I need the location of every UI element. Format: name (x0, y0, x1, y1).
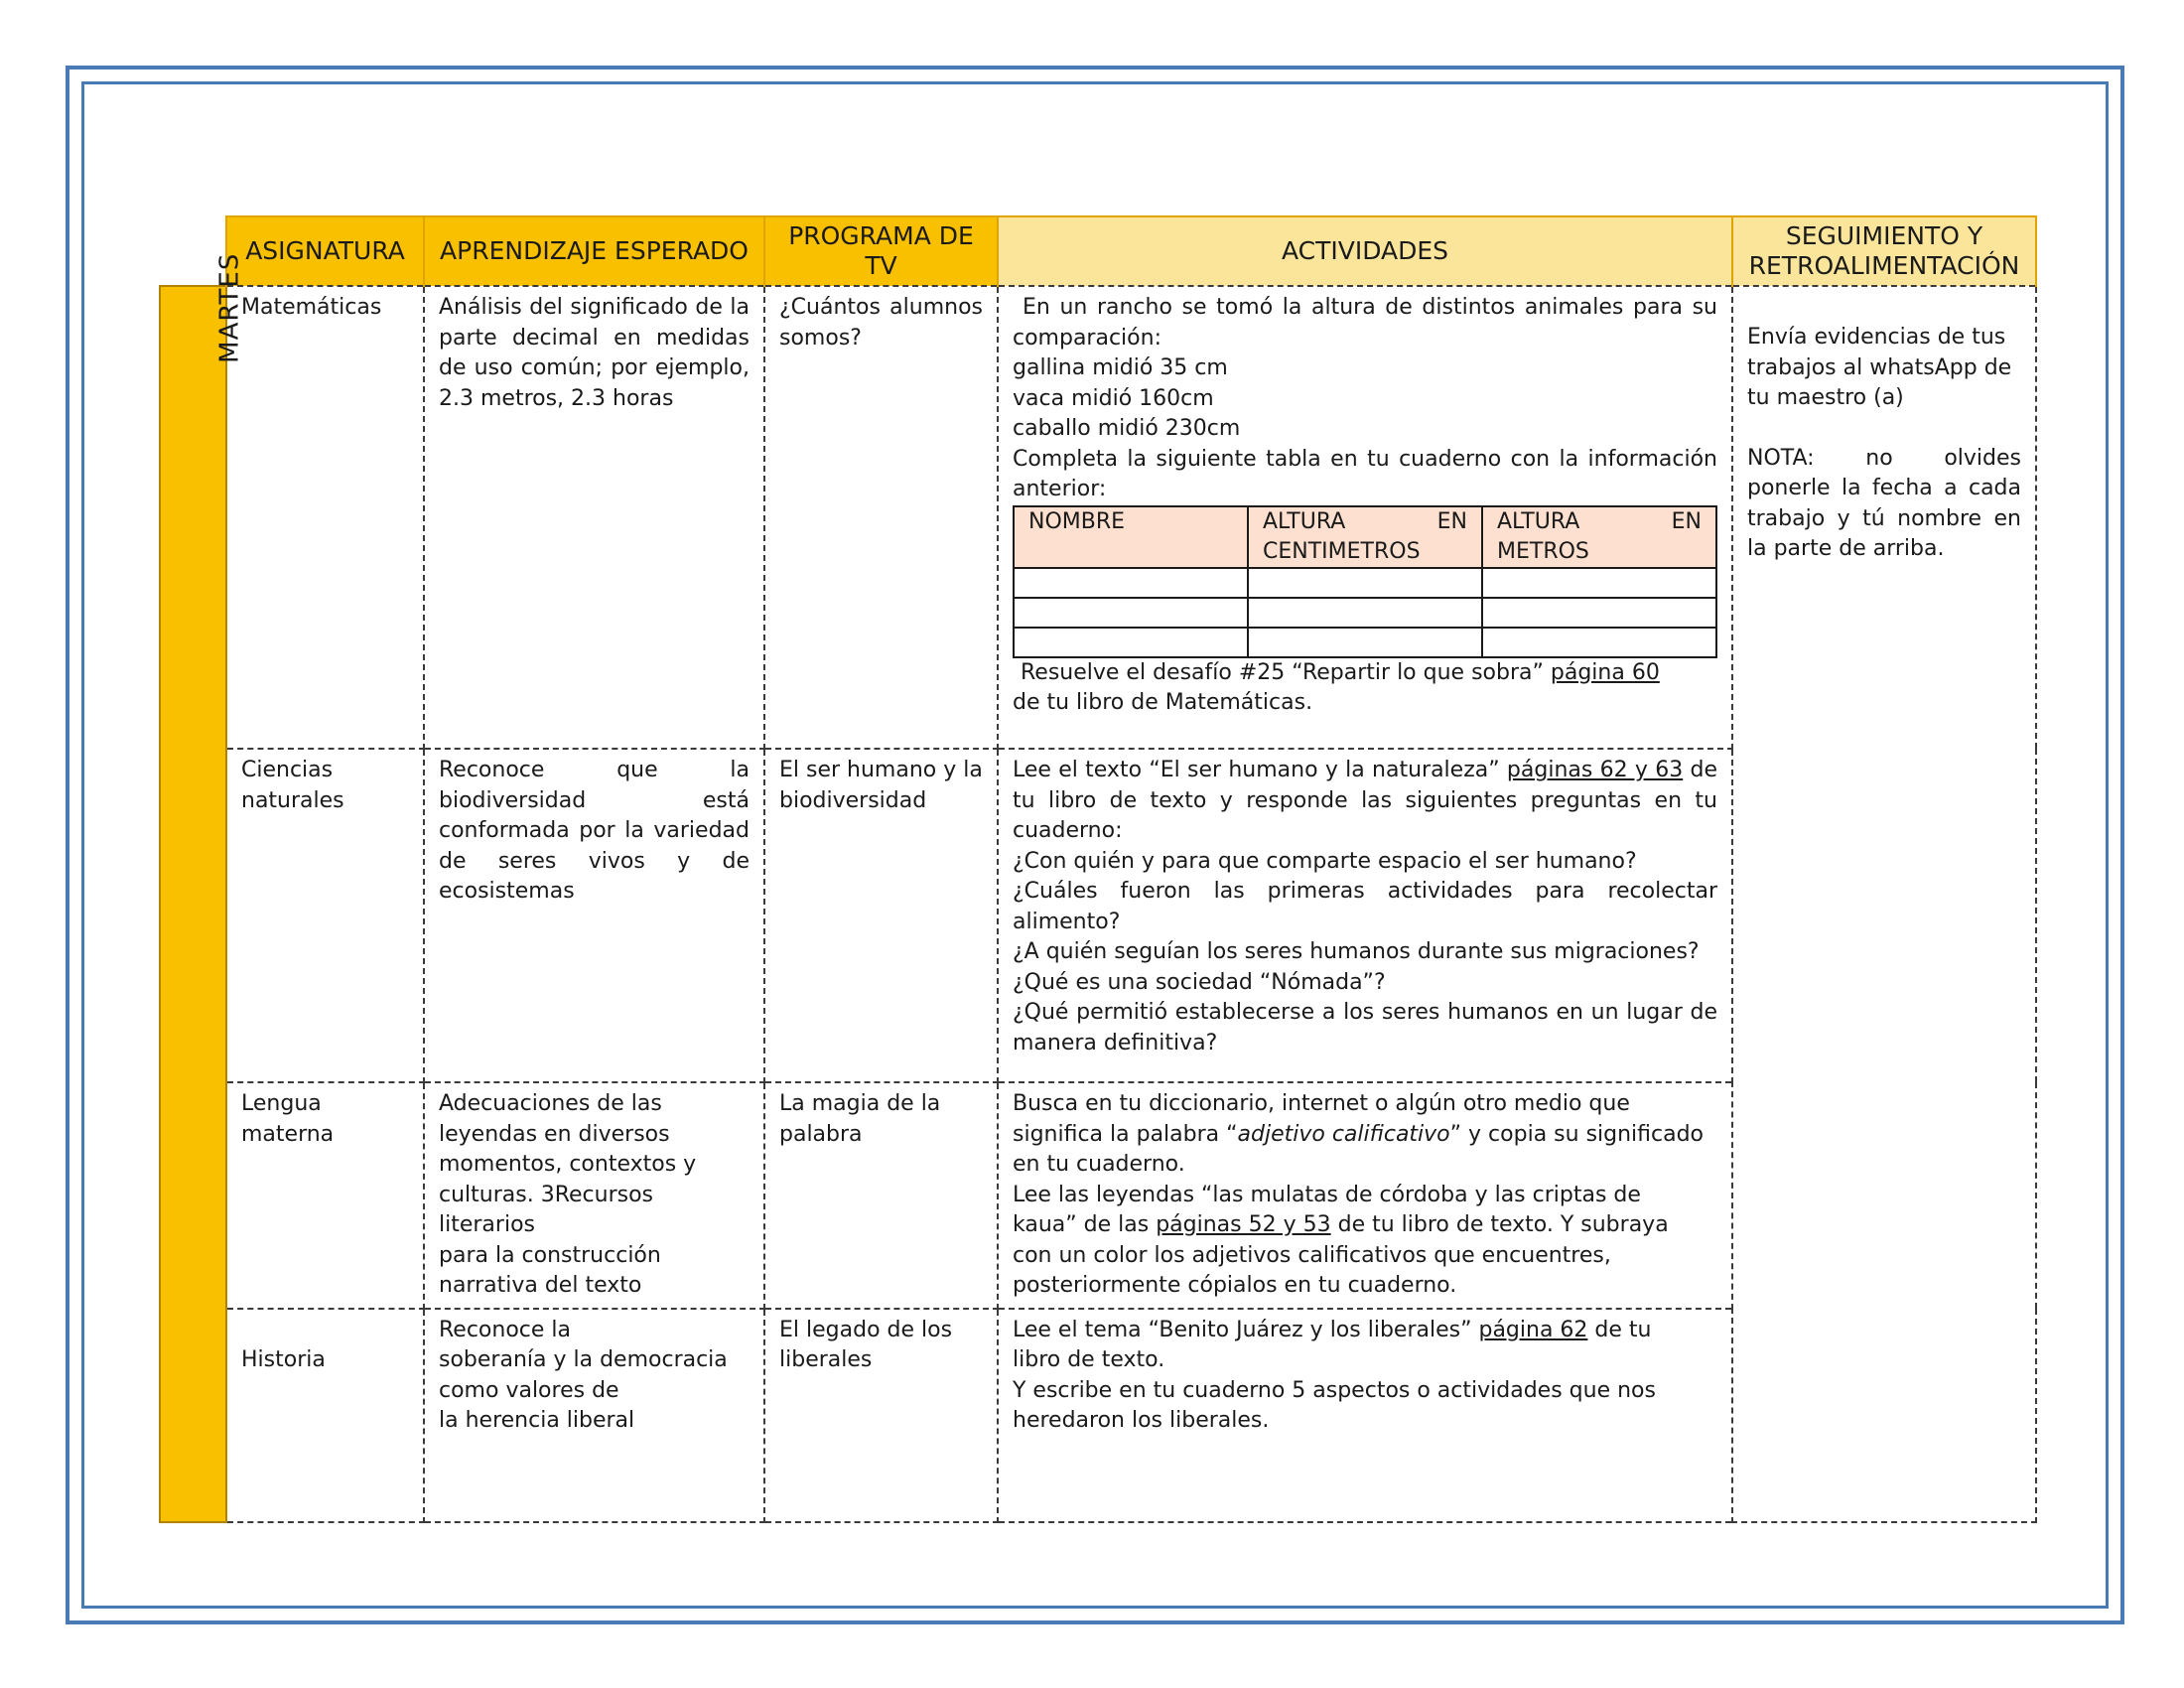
cell-actividades-ciencias: Lee el texto “El ser humano y la naturaleza” páginas 62 y 63 de tu libro de texto y responde las siguientes preguntas en tu cuaderno: ¿Con quién y para que comparte espacio el ser humano? ¿Cuáles fueron las primeras actividades para recolectar alimento? ¿A quién seguían los seres humanos durante sus migraciones? ¿Qué es una sociedad “Nómada”? ¿Qué permitió establecerse a los seres humanos en un lugar de manera definitiva? (998, 749, 1732, 1082)
row-matematicas (160, 286, 2036, 749)
heights-table-row (1014, 568, 1716, 598)
header-actividades: ACTIVIDADES (998, 216, 1732, 286)
link-paginas-52-53: páginas 52 y 53 (1156, 1212, 1331, 1237)
day-label: MARTES (214, 252, 245, 363)
question-2: ¿Cuáles fueron las primeras actividades para recolectar alimento? (1013, 879, 1717, 934)
link-paginas-62-63: páginas 62 y 63 (1506, 758, 1684, 782)
question-5: ¿Qué permitió establecerse a los seres humanos en un lugar de manera definitiva? (1013, 1000, 1717, 1055)
cell-aprendizaje-matematicas: Análisis del significado de la parte decimal en medidas de uso común; por ejemplo, 2.3 metros, 2.3 horas (424, 286, 764, 749)
act-completa: Completa la siguiente tabla en tu cuaderno con la información anterior: (1013, 446, 1717, 501)
header-programa: PROGRAMA DE TV (764, 216, 998, 286)
header-aprendizaje: APRENDIZAJE ESPERADO (424, 216, 764, 286)
cell-actividades-historia: Lee el tema “Benito Juárez y los liberales” página 62 de tu libro de texto. Y escribe en tu cuaderno 5 aspectos o actividades que nos heredaron los liberales. (998, 1309, 1732, 1522)
cell-aprendizaje-ciencias: Reconoce que la biodiversidad está conformada por la variedad de seres vivos y de ecosistemas (424, 749, 764, 1082)
cell-programa-ciencias: El ser humano y la biodiversidad (764, 749, 998, 1082)
header-row (160, 216, 2036, 286)
cell-asignatura-matematicas: Matemáticas (226, 286, 424, 749)
cell-asignatura-lengua: Lengua materna (226, 1082, 424, 1309)
cell-programa-lengua: La magia de la palabra (764, 1082, 998, 1309)
heights-col-nombre: NOMBRE (1014, 506, 1248, 568)
heights-table-row (1014, 628, 1716, 657)
cell-aprendizaje-historia: Reconoce la soberanía y la democracia como valores de la herencia liberal (424, 1309, 764, 1522)
schedule-table (159, 215, 2037, 1523)
question-4: ¿Qué es una sociedad “Nómada”? (1013, 969, 1386, 995)
question-1: ¿Con quién y para que comparte espacio el ser humano? (1013, 848, 1637, 874)
heights-table-header (1014, 506, 1716, 568)
heights-col-m: ALTURA EN METROS (1482, 506, 1716, 568)
heights-table (1013, 505, 1717, 658)
cell-programa-historia: El legado de los liberales (764, 1309, 998, 1522)
cell-aprendizaje-lengua: Adecuaciones de las leyendas en diversos momentos, contextos y culturas. 3Recursos literarios para la construcción narrativa del texto (424, 1082, 764, 1309)
act-caballo: caballo midió 230cm (1013, 416, 1241, 441)
heights-col-cm: ALTURA EN CENTIMETROS (1248, 506, 1482, 568)
header-seguimiento: SEGUIMIENTO Y RETROALIMENTACIÓN (1732, 216, 2036, 286)
cell-asignatura-historia: Historia (226, 1309, 424, 1522)
cell-programa-matematicas: ¿Cuántos alumnos somos? (764, 286, 998, 749)
header-asignatura: ASIGNATURA (226, 216, 424, 286)
heights-table-row (1014, 598, 1716, 628)
link-pagina-62: página 62 (1478, 1317, 1588, 1342)
cell-asignatura-ciencias: Ciencias naturales (226, 749, 424, 1082)
act-gallina: gallina midió 35 cm (1013, 355, 1228, 380)
cell-actividades-matematicas: En un rancho se tomó la altura de distintos animales para su comparación: gallina midió 35 cm vaca midió 160cm caballo midió 230cm Completa la siguiente tabla en tu cuaderno con la información anterior: NOMBRE ALTURA EN CENTIMETROS ALTURA EN METROS Resuelve el desafío #25 “Repartir lo que sobra” página 60 de tu libro de Matemáticas. (998, 286, 1732, 749)
cell-seguimiento: Envía evidencias de tus trabajos al whatsApp de tu maestro (a) NOTA: no olvides ponerle la fecha a cada trabajo y tú nombre en la parte de arriba. (1732, 286, 2036, 1522)
question-3: ¿A quién seguían los seres humanos durante sus migraciones? (1013, 939, 1700, 964)
cell-actividades-lengua: Busca en tu diccionario, internet o algún otro medio que significa la palabra “adjetivo calificativo” y copia su significado en tu cuaderno. Lee las leyendas “las mulatas de córdoba y las criptas de kaua” de las páginas 52 y 53 de tu libro de texto. Y subraya con un color los adjetivos calificativos que encuentres, posteriormente cópialos en tu cuaderno. (998, 1082, 1732, 1309)
act-vaca: vaca midió 160cm (1013, 385, 1214, 411)
act-intro: En un rancho se tomó la altura de distintos animales para su comparación: (1013, 295, 1717, 351)
seguimiento-nota: NOTA: no olvides ponerle la fecha a cada trabajo y tú nombre en la parte de arriba. (1747, 445, 2021, 561)
link-pagina-60: página 60 (1550, 659, 1660, 685)
act-resuelve: Resuelve el desafío #25 “Repartir lo que sobra” página 60 (1021, 659, 1660, 685)
day-label-cell (160, 252, 245, 1522)
